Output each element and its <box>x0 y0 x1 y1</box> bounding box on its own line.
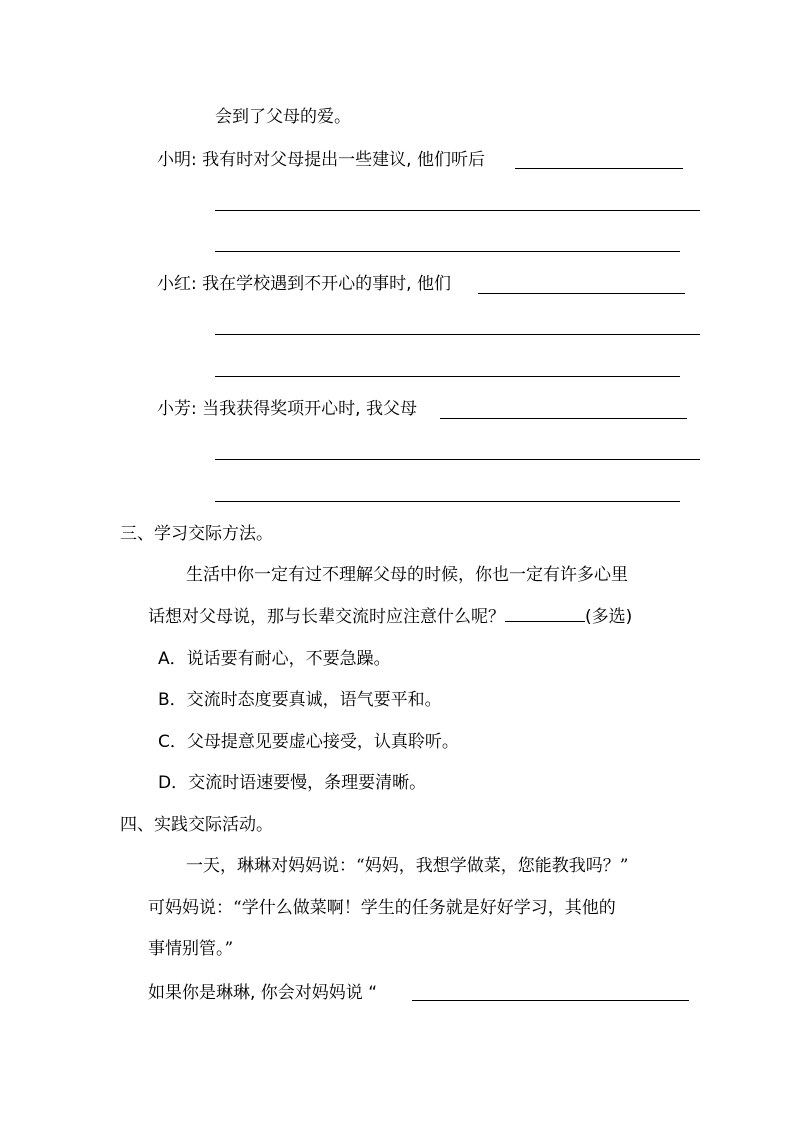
question-text-line: 生活中你一定有过不理解父母的时候，你也一定有许多心里 <box>186 565 628 585</box>
answer-blank[interactable] <box>515 168 683 169</box>
option-c: C．父母提意见要虚心接受，认真聆听。 <box>158 732 459 752</box>
continued-text-line: 会到了父母的爱。 <box>215 107 351 127</box>
dialogue-xiaoming <box>157 149 485 171</box>
dialogue-prompt: 我有时对父母提出一些建议, 他们听后 <box>202 150 485 170</box>
answer-blank[interactable] <box>440 418 687 419</box>
story-text-line: 事情别管。” <box>148 939 234 959</box>
answer-line[interactable] <box>215 501 680 502</box>
answer-line[interactable] <box>215 459 700 460</box>
speaker-label: 小红: <box>157 274 197 294</box>
dialogue-prompt: 我在学校遇到不开心的事时, 他们 <box>202 274 451 294</box>
multi-select-note: (多选) <box>585 607 633 627</box>
choice-answer-blank[interactable] <box>505 607 585 622</box>
dialogue-prompt: 当我获得奖项开心时, 我父母 <box>202 399 417 419</box>
answer-line[interactable] <box>215 251 680 252</box>
question-text: 话想对父母说，那与长辈交流时应注意什么呢？ <box>148 607 505 627</box>
option-b: B．交流时态度要真诚，语气要平和。 <box>158 690 442 710</box>
question-text-line <box>148 606 632 628</box>
section-heading-3: 三、学习交际方法。 <box>120 524 273 544</box>
section-heading-4: 四、实践交际活动。 <box>120 815 273 835</box>
dialogue-xiaofang <box>157 398 417 420</box>
speaker-label: 小明: <box>157 150 197 170</box>
dialogue-xiaohong <box>157 273 451 295</box>
speaker-label: 小芳: <box>157 399 197 419</box>
answer-blank[interactable] <box>478 293 685 294</box>
option-d: D．交流时语速要慢，条理要清晰。 <box>158 773 427 793</box>
option-a: A．说话要有耐心，不要急躁。 <box>158 649 391 669</box>
response-answer-blank[interactable] <box>412 1000 689 1001</box>
answer-line[interactable] <box>215 334 700 335</box>
answer-line[interactable] <box>215 376 680 377</box>
response-prompt: 如果你是琳琳, 你会对妈妈说 “ <box>148 983 378 1003</box>
story-text-line: 一天，琳琳对妈妈说：“妈妈，我想学做菜，您能教我吗？” <box>186 856 629 876</box>
answer-line[interactable] <box>215 210 700 211</box>
story-text-line: 可妈妈说：“学什么做菜啊！学生的任务就是好好学习，其他的 <box>148 898 616 918</box>
